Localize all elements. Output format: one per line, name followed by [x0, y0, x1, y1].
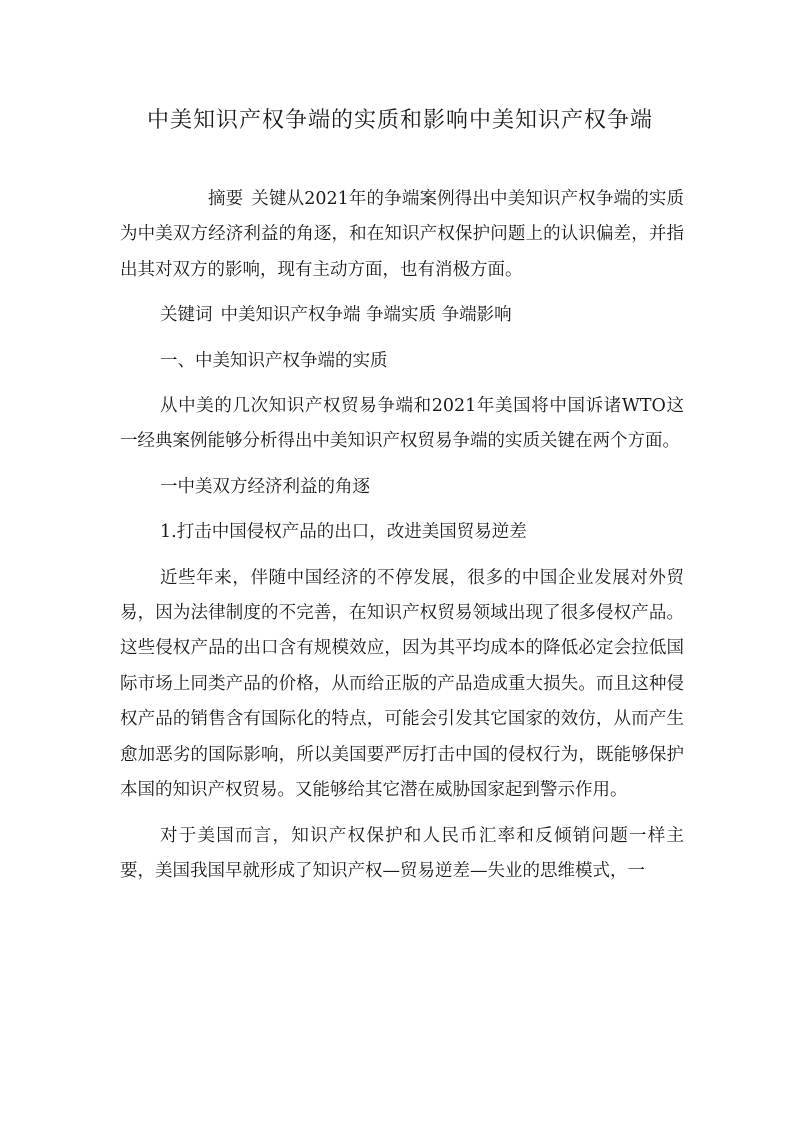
keywords-text: 中美知识产权争端 争端实质 争端影响: [220, 305, 512, 326]
abstract-text: 关键从2021年的争端案例得出中美知识产权争端的实质为中美双方经济利益的角逐，和在知识产权保护问题上的认识偏差，并指出其对双方的影响，现有主动方面，也有消极方面。: [120, 189, 684, 280]
section-intro-paragraph: 从中美的几次知识产权贸易争端和2021年美国将中国诉诸WTO这一经典案例能够分析得出中美知识产权贸易争端的实质关键在两个方面。: [120, 396, 684, 452]
body-paragraph-1: 近些年来，伴随中国经济的不停发展，很多的中国企业发展对外贸易，因为法律制度的不完善，在知识产权贸易领域出现了很多侵权产品。这些侵权产品的出口含有规模效应，因为其平均成本的降低必定会拉低国际市场上同类产品的价格，从而给正版的产品造成重大损失。而且这种侵权产品的销售含有国际化的特点，可能会引发其它国家的效仿，从而产生愈加恶劣的国际影响，所以美国要严厉打击中国的侵权行为，既能够保护本国的知识产权贸易。又能够给其它潜在威胁国家起到警示作用。: [120, 567, 684, 801]
keywords-paragraph: [120, 298, 684, 333]
body-paragraph-2: 对于美国而言，知识产权保护和人民币汇率和反倾销问题一样主要，美国我国早就形成了知识产权—贸易逆差—失业的思维模式，一: [120, 825, 684, 881]
keywords-label: 关键词: [160, 305, 213, 326]
section-heading: 一、中美知识产权争端的实质: [160, 350, 388, 371]
document-title: 中美知识产权争端的实质和影响中美知识产权争端: [146, 108, 653, 133]
subsection-heading: 一中美双方经济利益的角逐: [160, 476, 370, 497]
abstract-label: 摘要: [208, 189, 244, 209]
document-body: [120, 182, 684, 899]
point-heading: 1.打击中国侵权产品的出口，改进美国贸易逆差: [160, 522, 527, 543]
abstract-paragraph: [120, 182, 684, 288]
